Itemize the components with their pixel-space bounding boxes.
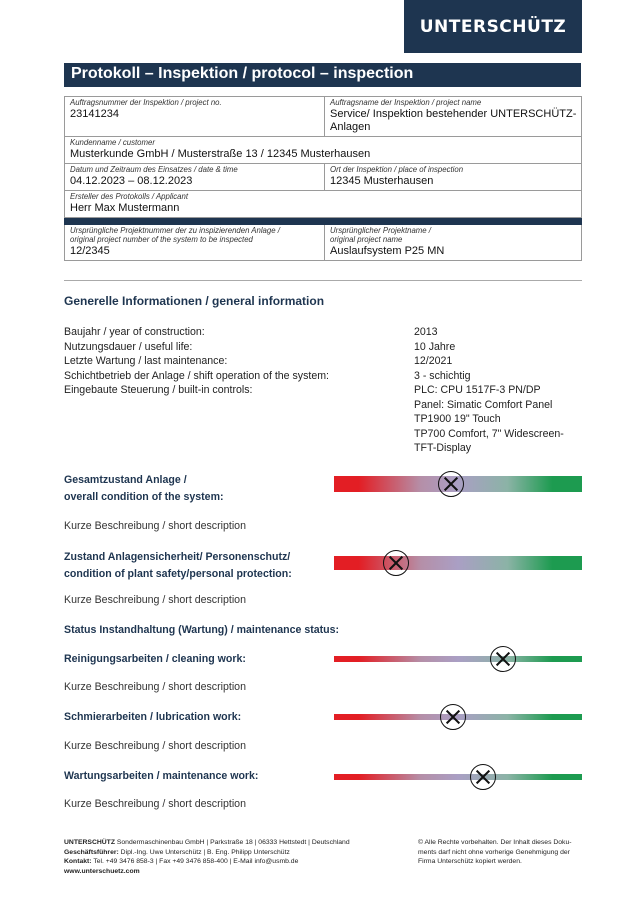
general-info-value: Panel: Simatic Comfort Panel xyxy=(414,398,553,411)
general-info-value: 2013 xyxy=(414,326,438,338)
date-cell xyxy=(65,164,325,191)
general-info-row xyxy=(64,369,584,384)
original-project-no-value: 12/2345 xyxy=(70,245,110,257)
lubrication-work-description[interactable]: Kurze Beschreibung / short description xyxy=(64,740,246,752)
plant-safety-label-2: condition of plant safety/personal protection: xyxy=(64,568,292,580)
author-cell xyxy=(65,191,582,218)
footer-managers: Dipl.-Ing. Uwe Unterschütz | B. Eng. Philipp Unterschütz xyxy=(118,848,290,856)
brand-logo xyxy=(404,0,582,53)
brand-logo-text: UNTERSCHÜTZ xyxy=(419,16,567,37)
footer-copyright-line: ments darf nicht ohne vorherige Genehmigung der xyxy=(418,848,570,856)
original-project-name-value: Auslaufsystem P25 MN xyxy=(330,245,445,257)
plant-safety-label xyxy=(64,549,292,583)
document-title-bar xyxy=(64,63,581,87)
author-label: Ersteller des Protokolls / Applicant xyxy=(70,192,189,201)
overall-condition-description[interactable]: Kurze Beschreibung / short description xyxy=(64,520,246,532)
project-no-label: Auftragsnummer der Inspektion / project no. xyxy=(70,98,222,107)
original-project-name-label-1: Ursprünglicher Projektname / xyxy=(330,226,431,235)
project-name-value: Service/ Inspektion bestehender UNTERSCHÜTZ-Anlagen xyxy=(330,108,577,133)
customer-label: Kundenname / customer xyxy=(70,138,155,147)
cleaning-work-rating-check-icon xyxy=(490,646,516,672)
place-value: 12345 Musterhausen xyxy=(330,175,434,187)
footer-copyright-line: Firma Unterschütz kopiert werden. xyxy=(418,858,522,865)
maintenance-work-rating-check-icon xyxy=(470,764,496,790)
maintenance-work-description[interactable]: Kurze Beschreibung / short description xyxy=(64,798,246,810)
lubrication-work-rating-check-icon xyxy=(440,704,466,730)
general-info-value: PLC: CPU 1517F-3 PN/DP xyxy=(414,384,541,396)
footer-company-info xyxy=(64,838,350,876)
cleaning-work-description[interactable]: Kurze Beschreibung / short description xyxy=(64,681,246,693)
project-name-cell xyxy=(325,97,582,137)
general-info-row xyxy=(64,325,584,340)
place-cell xyxy=(325,164,582,191)
plant-safety-scale[interactable] xyxy=(334,556,582,570)
project-info-table xyxy=(64,96,582,261)
overall-condition-label-2: overall condition of the system: xyxy=(64,491,224,503)
general-info-key: Schichtbetrieb der Anlage / shift operation of the system: xyxy=(64,369,329,382)
footer-company-name: UNTERSCHÜTZ xyxy=(64,839,115,846)
footer-contact: Tel. +49 3476 858-3 | Fax +49 3476 858-400 | E-Mail info@usmb.de xyxy=(91,858,299,865)
maintenance-work-scale[interactable] xyxy=(334,774,582,780)
cleaning-work-label: Reinigungsarbeiten / cleaning work: xyxy=(64,653,246,665)
general-info-value: 3 - schichtig xyxy=(414,369,471,382)
general-info-row xyxy=(64,383,584,456)
original-project-name-label-2: original project name xyxy=(330,235,403,244)
general-info-key: Baujahr / year of construction: xyxy=(64,326,205,338)
original-project-no-label-1: Ursprüngliche Projektnummer der zu inspizierenden Anlage / xyxy=(70,226,280,235)
general-info-value: 12/2021 xyxy=(414,355,453,367)
general-info-heading: Generelle Informationen / general information xyxy=(64,294,325,308)
overall-condition-label-1: Gesamtzustand Anlage / xyxy=(64,474,187,486)
general-info-key: Eingebaute Steuerung / built-in controls: xyxy=(64,384,253,396)
original-project-no-cell xyxy=(65,225,325,261)
general-info-key: Letzte Wartung / last maintenance: xyxy=(64,355,228,367)
plant-safety-rating-check-icon xyxy=(383,550,409,576)
document-title: Protokoll – Inspektion / protocol – inspection xyxy=(71,65,414,82)
general-info-key: Nutzungsdauer / useful life: xyxy=(64,340,193,353)
footer-company-address: Sondermaschinenbau GmbH | Parkstraße 18 | 06333 Hettstedt | Deutschland xyxy=(114,839,350,846)
project-no-value: 23141234 xyxy=(70,108,119,120)
table-separator xyxy=(65,218,582,225)
general-info-list xyxy=(64,325,584,456)
footer-copyright-line: © Alle Rechte vorbehalten. Der Inhalt dieses Doku- xyxy=(418,839,572,846)
footer-copyright xyxy=(418,838,588,867)
maintenance-work-label: Wartungsarbeiten / maintenance work: xyxy=(64,770,259,782)
plant-safety-description[interactable]: Kurze Beschreibung / short description xyxy=(64,594,246,606)
overall-condition-label xyxy=(64,472,224,506)
general-info-value: TP1900 19" Touch xyxy=(414,413,501,425)
date-label: Datum und Zeitraum des Einsatzes / date & time xyxy=(70,165,238,174)
cleaning-work-scale[interactable] xyxy=(334,656,582,662)
original-project-name-cell xyxy=(325,225,582,261)
project-name-label: Auftragsname der Inspektion / project name xyxy=(330,98,482,107)
overall-condition-rating-check-icon xyxy=(438,471,464,497)
author-value: Herr Max Mustermann xyxy=(70,202,180,214)
footer-contact-label: Kontakt: xyxy=(64,858,92,865)
general-info-row xyxy=(64,354,584,369)
date-value: 04.12.2023 – 08.12.2023 xyxy=(70,175,193,187)
lubrication-work-label: Schmierarbeiten / lubrication work: xyxy=(64,711,242,723)
footer-managers-label: Geschäftsführer: xyxy=(64,848,119,856)
divider xyxy=(64,280,582,281)
place-label: Ort der Inspektion / place of inspection xyxy=(330,165,464,174)
footer-website[interactable]: www.unterschuetz.com xyxy=(64,867,140,875)
general-info-value: 10 Jahre xyxy=(414,340,456,353)
general-info-value: TP700 Comfort, 7" Widescreen- xyxy=(414,427,564,440)
project-no-cell xyxy=(65,97,325,137)
general-info-row xyxy=(64,340,584,355)
customer-value: Musterkunde GmbH / Musterstraße 13 / 12345 Musterhausen xyxy=(70,148,371,160)
original-project-no-label-2: original project number of the system to be inspected xyxy=(70,235,253,244)
customer-cell xyxy=(65,137,582,164)
maintenance-status-heading: Status Instandhaltung (Wartung) / maintenance status: xyxy=(64,624,340,636)
plant-safety-label-1: Zustand Anlagensicherheit/ Personenschutz/ xyxy=(64,551,291,563)
general-info-value: TFT-Display xyxy=(414,442,472,454)
